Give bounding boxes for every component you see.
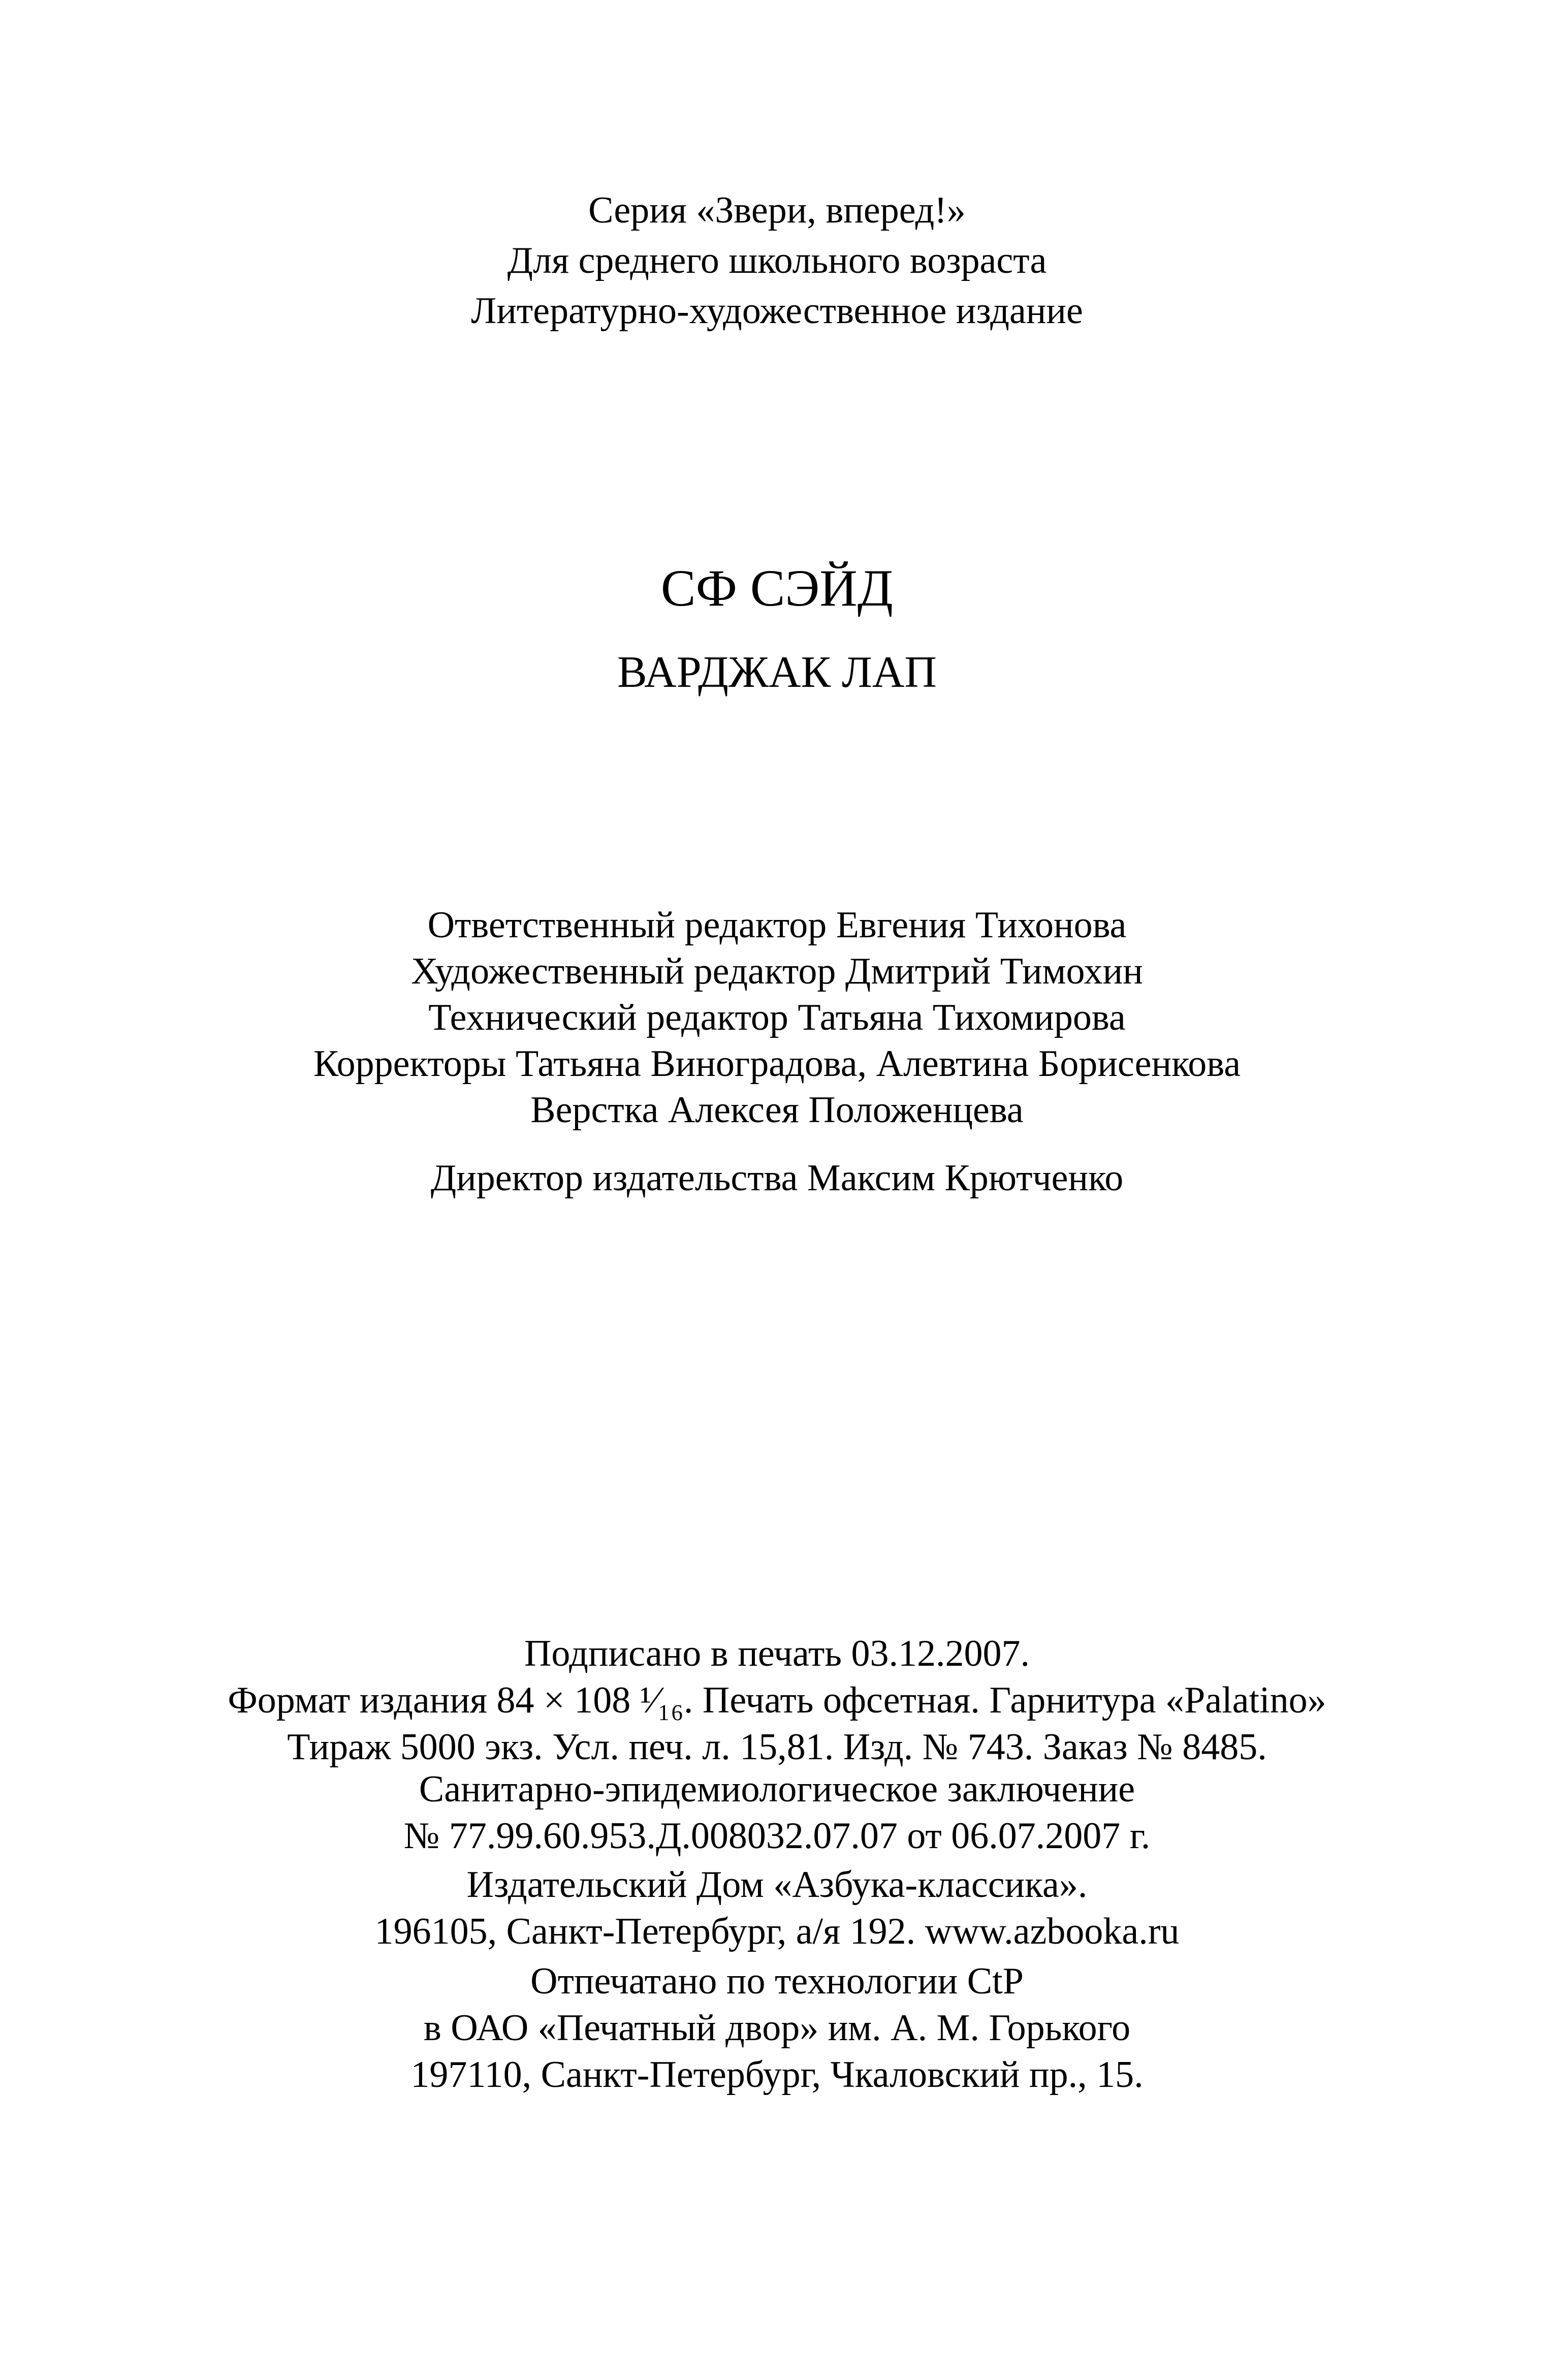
publisher-info <box>0 1861 1554 1955</box>
imprint-line: в ОАО «Печатный двор» им. А. М. Горького <box>423 2007 1131 2049</box>
credit-line: Верстка Алексея Положенцева <box>530 1089 1024 1131</box>
imprint-line: 196105, Санкт-Петербург, а/я 192. www.azbooka.ru <box>374 1911 1180 1952</box>
director-credit <box>0 1155 1554 1201</box>
imprint-line: 197110, Санкт-Петербург, Чкаловский пр., 15. <box>410 2054 1144 2096</box>
imprint-line: Санитарно-эпидемиологическое заключение <box>419 1768 1135 1810</box>
series-info <box>0 185 1554 336</box>
imprint-line: № 77.99.60.953.Д.008032.07.07 от 06.07.2007 г. <box>403 1815 1151 1857</box>
credit-line: Технический редактор Татьяна Тихомирова <box>428 997 1126 1038</box>
imprint-line: Издательский Дом «Азбука-классика». <box>466 1864 1088 1906</box>
age-group: Для среднего школьного возраста <box>507 240 1047 281</box>
imprint-line: Формат издания 84 × 108 ¹⁄₁₆. Печать офсетная. Гарнитура «Palatino» <box>228 1679 1326 1721</box>
book-title: ВАРДЖАК ЛАП <box>617 648 937 697</box>
printer-info <box>0 1958 1554 2098</box>
book-heading <box>0 547 1554 714</box>
director-line: Директор издательства Максим Крютченко <box>430 1157 1124 1199</box>
imprint-line: Отпечатано по технологии CtP <box>530 1960 1024 2002</box>
editorial-credits <box>0 902 1554 1133</box>
book-author: СФ СЭЙД <box>660 559 894 617</box>
print-info <box>0 1630 1554 1770</box>
imprint-line: Подписано в печать 03.12.2007. <box>524 1633 1030 1674</box>
credit-line: Корректоры Татьяна Виноградова, Алевтина Борисенкова <box>313 1043 1241 1085</box>
imprint-line: Тираж 5000 экз. Усл. печ. л. 15,81. Изд. № 743. Заказ № 8485. <box>287 1726 1267 1768</box>
credit-line: Ответственный редактор Евгения Тихонова <box>427 904 1127 946</box>
credit-line: Художественный редактор Дмитрий Тимохин <box>411 950 1143 992</box>
sanitary-certificate <box>0 1766 1554 1859</box>
series-name: Серия «Звери, вперед!» <box>588 189 966 231</box>
edition-type: Литературно-художественное издание <box>471 290 1083 332</box>
